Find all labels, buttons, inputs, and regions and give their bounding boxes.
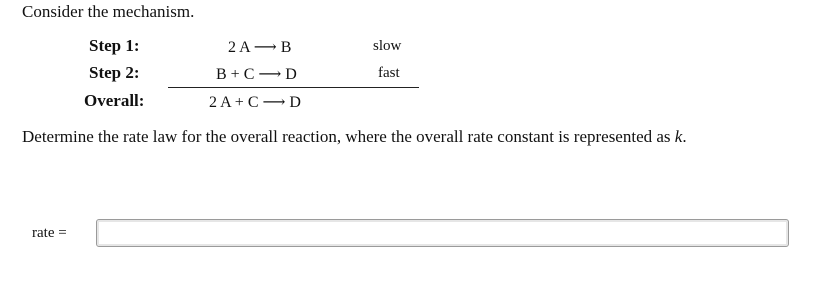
step-2-label: Step 2: [89, 63, 140, 82]
intro-text: Consider the mechanism. [22, 2, 195, 21]
question-end: . [682, 127, 687, 146]
step-2-speed: fast [378, 65, 400, 81]
step-1-speed: slow [373, 38, 402, 54]
step-1-label: Step 1: [89, 36, 140, 55]
step-2-equation: B + C ⟶ D [216, 66, 297, 83]
overall-divider-line [168, 87, 419, 88]
question-text [22, 127, 687, 147]
step-1-equation: 2 A ⟶ B [228, 39, 292, 56]
rate-constant-symbol: k [674, 127, 683, 146]
rate-answer-input[interactable] [96, 219, 789, 247]
overall-label: Overall: [84, 91, 145, 110]
overall-equation: 2 A + C ⟶ D [209, 94, 301, 111]
question-body: Determine the rate law for the overall reaction, where the overall rate constant is represented as [22, 127, 675, 146]
rate-label: rate = [32, 225, 67, 241]
